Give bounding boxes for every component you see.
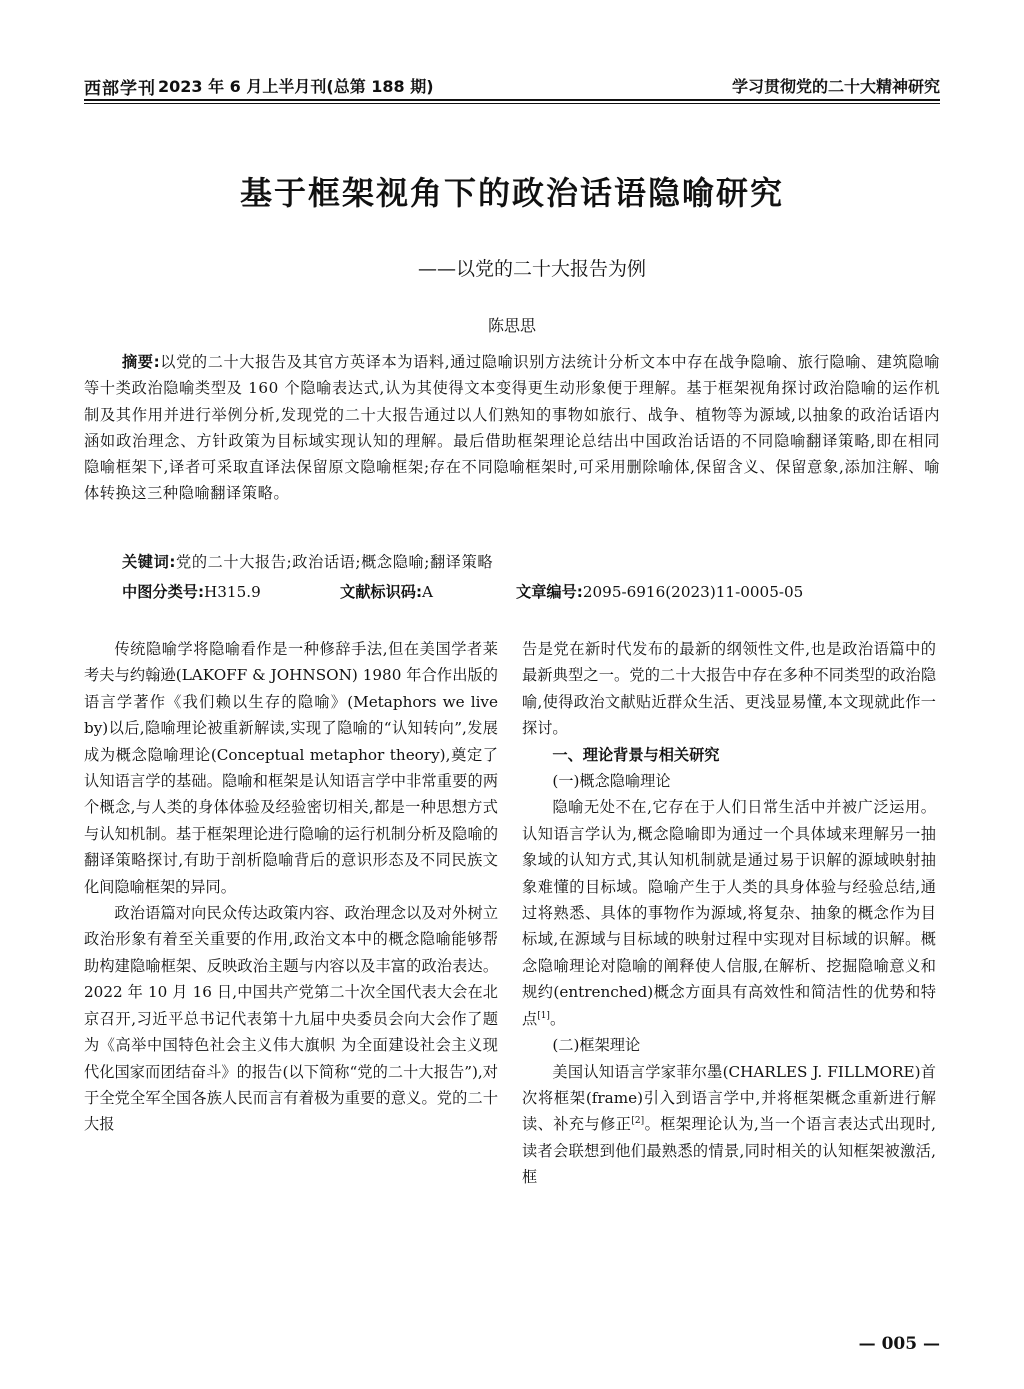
header-rule-thin <box>84 103 940 104</box>
body-column-right <box>522 636 936 1191</box>
section-heading: 一、理论背景与相关研究 <box>552 745 720 764</box>
paragraph-end: 。 <box>549 1009 566 1028</box>
paragraph-end: 。框架理论认为,当一个语言表达式出现时,读者会联想到他们最熟悉的情景,同时相关的认知框架被激活,框 <box>522 1115 937 1187</box>
clc-value: H315.9 <box>204 583 261 601</box>
paragraph <box>522 1059 936 1191</box>
keywords-text: 党的二十大报告;政治话语;概念隐喻;翻译策略 <box>176 553 494 571</box>
reference-mark: [2] <box>631 1116 645 1127</box>
paragraph <box>522 794 936 1032</box>
subsection-heading: (二)框架理论 <box>552 1036 641 1055</box>
page-number: — 005 — <box>858 1334 940 1354</box>
reference-mark: [1] <box>537 1010 550 1021</box>
article-subtitle: ——以党的二十大报告为例 <box>417 258 646 280</box>
doc-value: A <box>422 583 433 601</box>
issue-info: 2023 年 6 月上半月刊(总第 188 期) <box>158 77 434 96</box>
keywords-label: 关键词: <box>122 553 177 571</box>
document-code <box>340 581 433 602</box>
clc-number <box>122 581 261 602</box>
article-title: 基于框架视角下的政治话语隐喻研究 <box>239 174 784 212</box>
clc-label: 中图分类号: <box>122 583 205 601</box>
paragraph: 传统隐喻学将隐喻看作是一种修辞手法,但在美国学者莱考夫与约翰逊(LAKOFF & JOHNSON) 1980 年合作出版的语言学著作《我们赖以生存的隐喻》(Metaphors we live by)以后,隐喻理论被重新解读,实现了隐喻的“认知转向”,发展成为概念隐喻理论(Conceptual metaphor theory),奠定了认知语言学的基础。隐喻和框架是认知语言学中非常重要的两个概念,与人类的身体体验及经验密切相关,都是一种思想方式与认知机制。基于框架理论进行隐喻的运行机制分析及隐喻的翻译策略探讨,有助于剖析隐喻背后的意识形态及不同民族文化间隐喻框架的异同。 <box>84 640 498 896</box>
author-name: 陈思思 <box>487 316 536 335</box>
article-label: 文章编号: <box>516 583 583 601</box>
section-title: 学习贯彻党的二十大精神研究 <box>731 77 940 96</box>
paragraph: 告是党在新时代发布的最新的纲领性文件,也是政治语篇中的最新典型之一。党的二十大报告中存在多种不同类型的政治隐喻,使得政治文献贴近群众生活、更浅显易懂,本文现就此作一探讨。 <box>522 640 936 738</box>
paragraph-text: 美国认知语言学家菲尔墨(CHARLES J. FILLMORE)首次将框架(frame)引入到语言学中,并将框架概念重新进行解读、补充与修正 <box>522 1062 936 1134</box>
abstract-label: 摘要: <box>122 353 161 371</box>
abstract <box>84 349 940 507</box>
running-header <box>84 72 940 98</box>
paragraph-text: 隐喻无处不在,它存在于人们日常生活中并被广泛运用。认知语言学认为,概念隐喻即为通过一个具体域来理解另一抽象域的认知方式,其认知机制就是通过易于识解的源域映射抽象难懂的目标域。隐喻产生于人类的具身体验与经验总结,通过将熟悉、具体的事物作为源域,将复杂、抽象的概念作为目标域,在源域与目标域的映射过程中实现对目标域的识解。概念隐喻理论对隐喻的阐释使人信服,在解析、挖掘隐喻意义和规约(entrenched)概念方面具有高效性和简洁性的优势和特点 <box>522 798 936 1028</box>
subsection-heading: (一)概念隐喻理论 <box>552 772 671 791</box>
article-value: 2095-6916(2023)11-0005-05 <box>582 583 804 601</box>
header-rule <box>84 99 940 101</box>
keywords <box>122 551 940 572</box>
paragraph: 政治语篇对向民众传达政策内容、政治理念以及对外树立政治形象有着至关重要的作用,政治文本中的概念隐喻能够帮助构建隐喻框架、反映政治主题与内容以及丰富的政治表达。2022 年 10 月 16 日,中国共产党第二十次全国代表大会在北京召开,习近平总书记代表第十九届中央委员会向大会作了题为《高举中国特色社会主义伟大旗帜 为全面建设社会主义现代化国家而团结奋斗》的报告(以下简称“党的二十大报告”),对于全党全军全国各族人民而言有着极为重要的意义。党的二十大报 <box>84 904 498 1134</box>
abstract-text: 以党的二十大报告及其官方英译本为语料,通过隐喻识别方法统计分析文本中存在战争隐喻、旅行隐喻、建筑隐喻等十类政治隐喻类型及 160 个隐喻表达式,认为其使得文本变得更生动形象便于理解。基于框架视角探讨政治隐喻的运作机制及其作用并进行举例分析,发现党的二十大报告通过以人们熟知的事物如旅行、战争、植物等为源域,以抽象的政治话语内涵如政治理念、方针政策为目标域实现认知的理解。最后借助框架理论总结出中国政治话语的不同隐喻翻译策略,即在相同隐喻框架下,译者可采取直译法保留原文隐喻框架;存在不同隐喻框架时,可采用删除喻体,保留含义、保留意象,添加注解、喻体转换这三种隐喻翻译策略。 <box>84 353 941 503</box>
article-number <box>516 581 803 602</box>
doc-label: 文献标识码: <box>340 583 423 601</box>
body-column-left <box>84 636 498 1138</box>
journal-logo: 西部学刊 <box>84 79 156 99</box>
